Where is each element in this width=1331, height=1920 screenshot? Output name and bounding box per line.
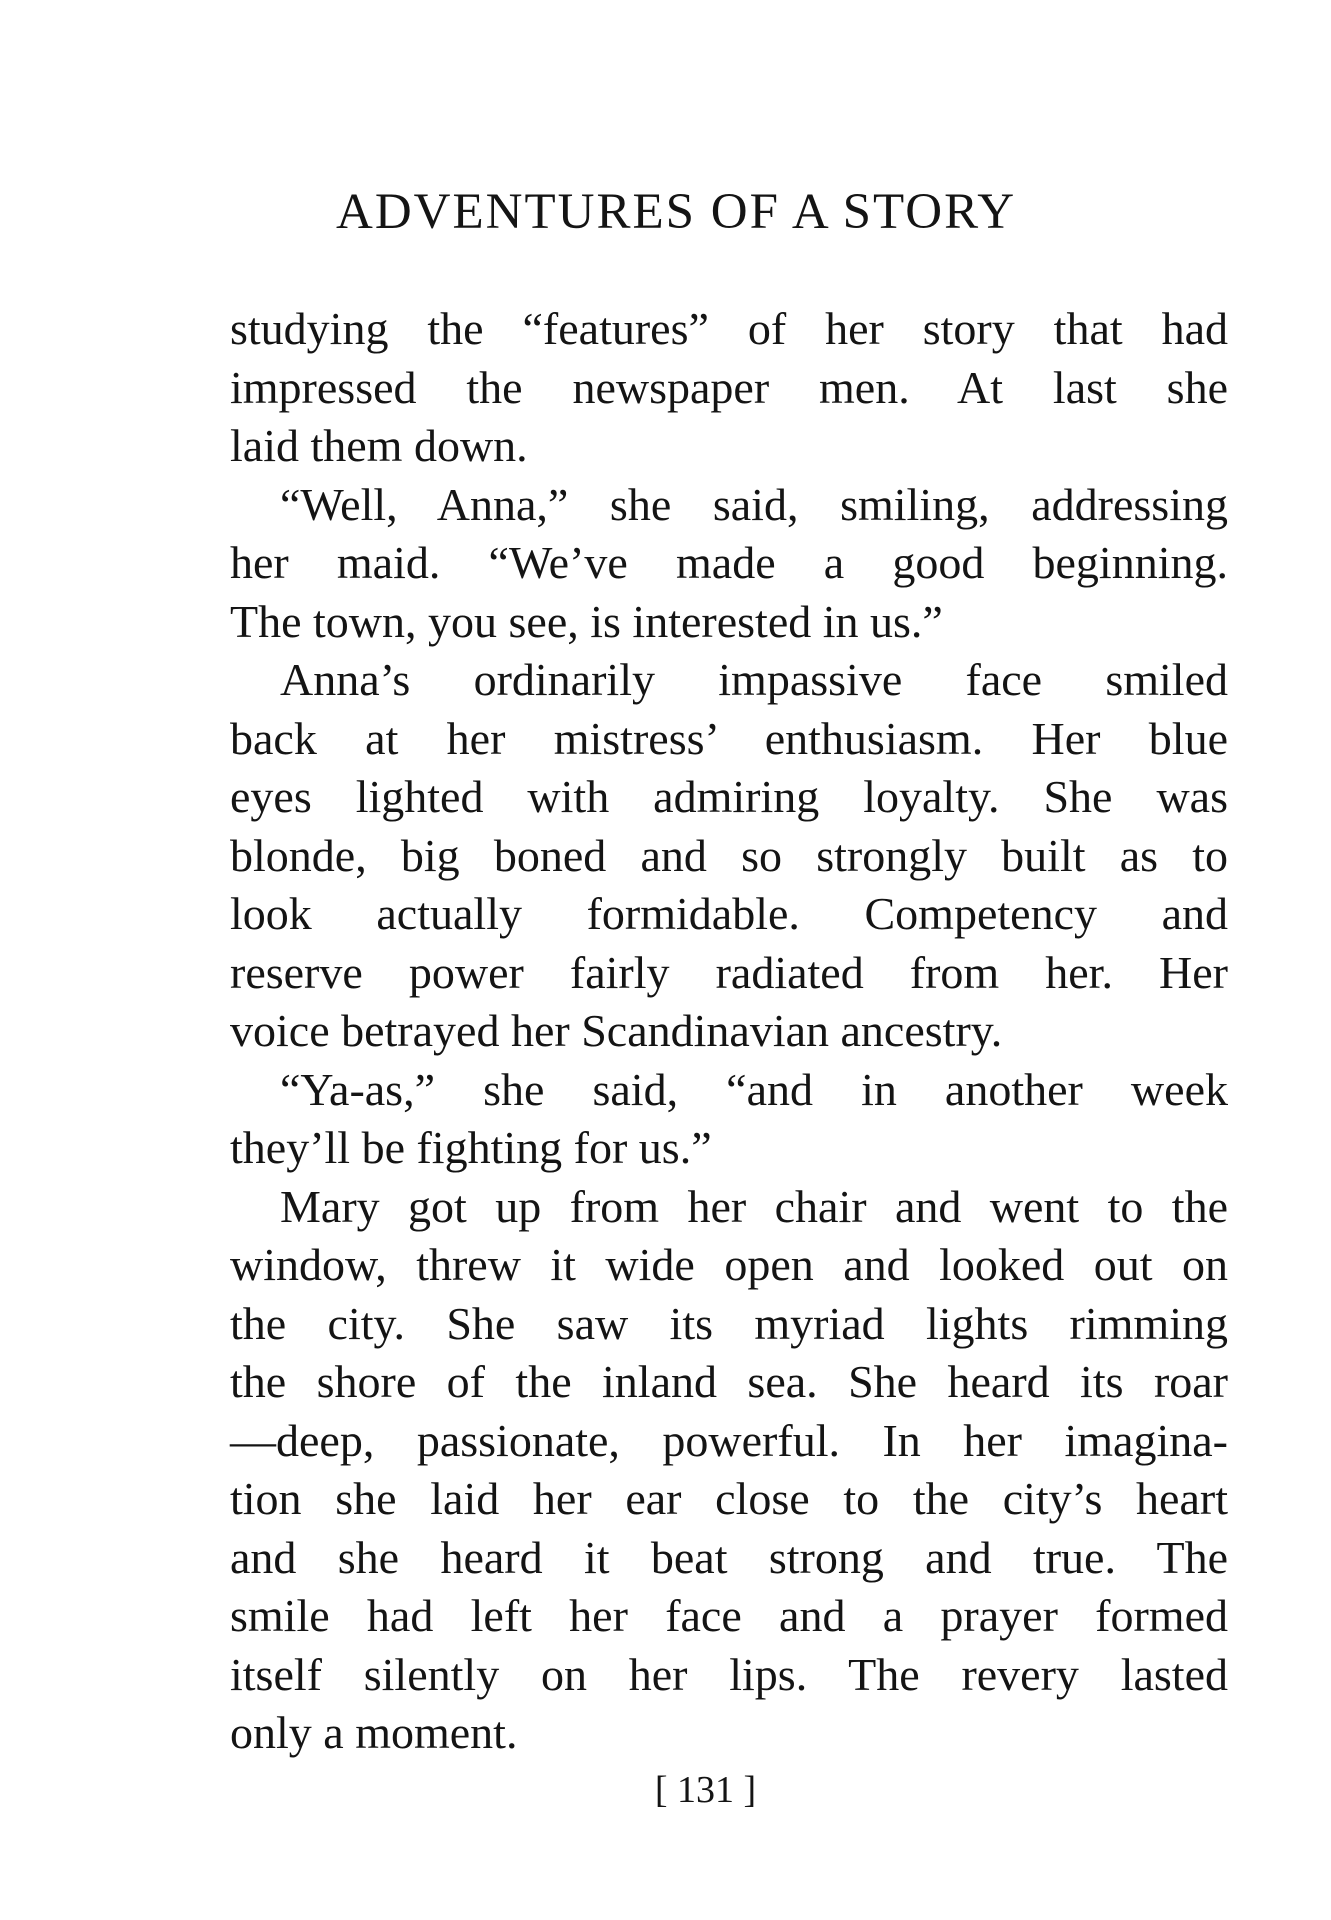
paragraph [230, 476, 1228, 652]
text-line: her maid. “We’ve made a good beginning. [230, 537, 1228, 588]
text-line: “Ya-as,” she said, “and in another week [280, 1063, 1228, 1115]
text-line: tion she laid her ear close to the city’s heart [230, 1473, 1228, 1524]
text-line: studying the “features” of her story that had [230, 303, 1228, 354]
paragraph [230, 1061, 1228, 1178]
running-head: ADVENTURES OF A STORY [336, 184, 1017, 240]
paragraph [230, 300, 1228, 476]
text-line: —deep, passionate, powerful. In her imagina- [230, 1414, 1228, 1466]
text-line: itself silently on her lips. The revery lasted [230, 1648, 1228, 1700]
body-text [230, 300, 1228, 1763]
paragraph [230, 1178, 1228, 1763]
page-number: [ 131 ] [654, 1769, 757, 1811]
text-line: Anna’s ordinarily impassive face smiled [280, 654, 1228, 705]
text-line: voice betrayed her Scandinavian ancestry. [230, 1005, 1003, 1056]
text-line: and she heard it beat strong and true. The [230, 1531, 1228, 1583]
paragraph [230, 651, 1228, 1061]
text-line: laid them down. [230, 420, 528, 471]
text-line: smile had left her face and a prayer formed [230, 1590, 1228, 1641]
text-line: window, threw it wide open and looked out on [230, 1239, 1228, 1290]
text-line: look actually formidable. Competency and [230, 888, 1228, 939]
text-line: blonde, big boned and so strongly built as to [230, 829, 1228, 881]
text-line: Mary got up from her chair and went to the [280, 1180, 1228, 1232]
text-line: impressed the newspaper men. At last she [230, 361, 1228, 413]
text-line: back at her mistress’ enthusiasm. Her blue [230, 712, 1228, 764]
text-line: the shore of the inland sea. She heard its roar [230, 1356, 1228, 1407]
text-line: reserve power fairly radiated from her. Her [230, 946, 1228, 998]
text-line: The town, you see, is interested in us.” [230, 595, 943, 647]
text-line: they’ll be fighting for us.” [230, 1122, 712, 1173]
text-line: the city. She saw its myriad lights rimming [230, 1297, 1228, 1349]
text-line: only a moment. [230, 1707, 518, 1758]
text-line: “Well, Anna,” she said, smiling, addressing [280, 478, 1228, 530]
text-line: eyes lighted with admiring loyalty. She was [230, 771, 1228, 822]
